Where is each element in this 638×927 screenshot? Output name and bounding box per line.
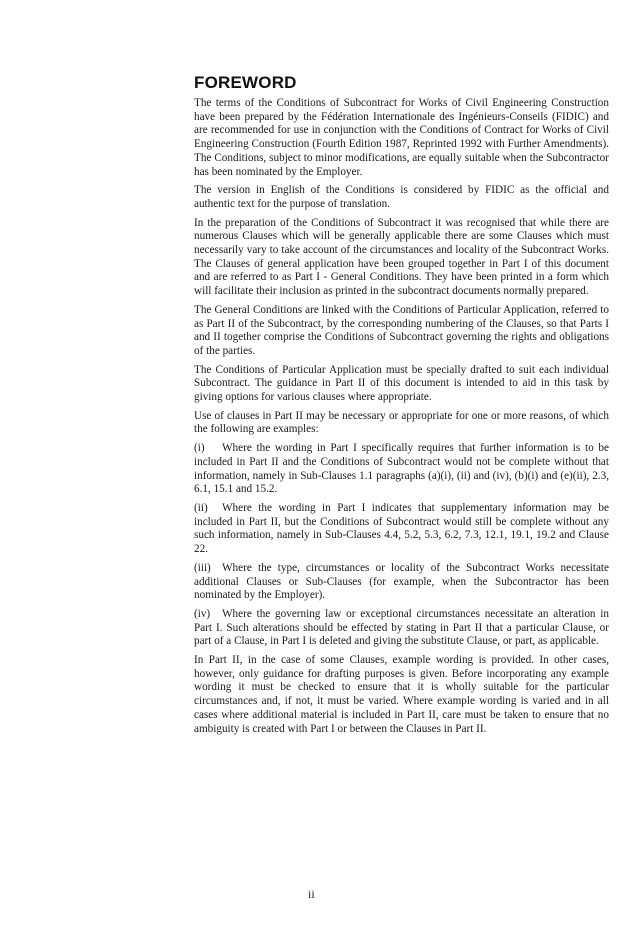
foreword-content xyxy=(194,73,609,741)
paragraph-closing: In Part II, in the case of some Clauses, example wording is provided. In other cases, however, only guidance for drafting purposes is given. Before incorporating any example wording it must be checked to ensure that it is wholly suitable for the particular circumstances and, if not, it must be varied. Where example wording is varied and in all cases where additional material is included in Part II, care must be taken to ensure that no ambiguity is created with Part I or between the Clauses in Part II. xyxy=(194,654,609,735)
list-item-text: Where the wording in Part I specifically requires that further information is to be included in Part II and the Conditions of Subcontract would not be complete without that information, namely in Sub-Clauses 1.1 paragraphs (a)(i), (ii) and (iv), (b)(i) and (e)(ii), 2.3, 6.1, 15.1 and 15.2. xyxy=(194,442,609,496)
list-item-label: (i) xyxy=(194,442,205,455)
paragraph-general-conditions: The General Conditions are linked with the Conditions of Particular Application, referred to as Part II of the Subcontract, by the corresponding numbering of the Clauses, so that Parts I and II together comprise the Conditions of Subcontract governing the rights and obligations of the parties. xyxy=(194,303,609,357)
list-item-label: (iii) xyxy=(194,561,211,574)
page-number: ii xyxy=(308,887,315,901)
paragraph-intro: The terms of the Conditions of Subcontract for Works of Civil Engineering Construction have been prepared by the Fédération Internationale des Ingénieurs-Conseils (FIDIC) and are recommended for use in conjunction with the Conditions of Contract for Works of Civil Engineering Construction (Fourth Edition 1987, Reprinted 1992 with Further Amendments). The Conditions, subject to minor modifications, are equally suitable when the Subcontractor has been nominated by the Employer. xyxy=(194,97,609,178)
list-item-text: Where the wording in Part I indicates that supplementary information may be included in Part II, but the Conditions of Subcontract would still be complete without any such information, namely in Sub-Clauses 4.4, 5.2, 5.3, 6.2, 7.3, 12.1, 19.1, 19.2 and Clause 22. xyxy=(194,501,609,556)
list-item-ii xyxy=(194,502,609,557)
paragraph-particular-application: The Conditions of Particular Application must be specially drafted to suit each individual Subcontract. The guidance in Part II of this document is intended to aid in this task by giving options for various clauses where appropriate. xyxy=(194,363,609,404)
list-item-label: (ii) xyxy=(194,501,208,514)
page-title: FOREWORD xyxy=(194,73,297,92)
paragraph-use-of-clauses: Use of clauses in Part II may be necessary or appropriate for one or more reasons, of which the following are examples: xyxy=(194,409,609,436)
list-item-iii xyxy=(194,562,609,603)
list-item-iv xyxy=(194,608,609,649)
list-item-text: Where the type, circumstances or locality of the Subcontract Works necessitate additional Clauses or Sub-Clauses (for example, when the Subcontractor has been nominated by the Employer). xyxy=(194,561,609,602)
list-item-label: (iv) xyxy=(194,607,211,620)
list-item-text: Where the governing law or exceptional circumstances necessitate an alteration in Part I. Such alterations should be effected by stating in Part II that a particular Clause, or part of a Clause, in Part I is deleted and giving the substitute Clause, or part, as applicable. xyxy=(194,607,609,648)
paragraph-english-version: The version in English of the Conditions is considered by FIDIC as the official and authentic text for the purpose of translation. xyxy=(194,184,609,210)
paragraph-preparation: In the preparation of the Conditions of Subcontract it was recognised that while there are numerous Clauses which will be generally applicable there are some Clauses which must necessarily vary to take account of the circumstances and locality of the Subcontract Works. The Clauses of general application have been grouped together in Part I of this document and are referred to as Part I - General Conditions. They have been printed in a form which will facilitate their inclusion as printed in the subcontract documents normally prepared. xyxy=(194,216,609,298)
list-item-i xyxy=(194,442,609,497)
